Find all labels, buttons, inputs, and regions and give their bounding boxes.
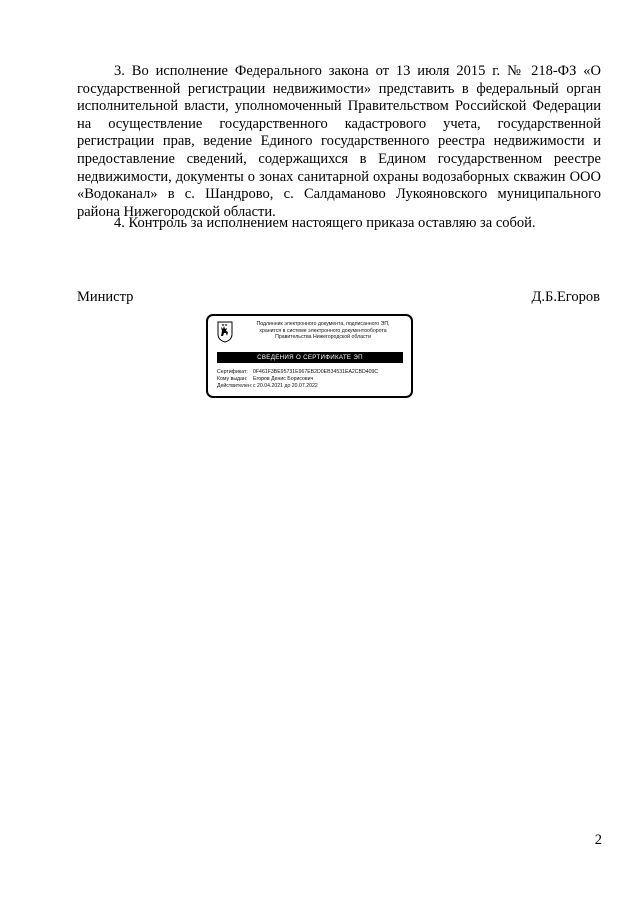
stamp-header <box>236 321 410 341</box>
stamp-header-line-1: Подлинник электронного документа, подписанного ЭП, <box>256 321 390 327</box>
electronic-signature-stamp <box>206 314 413 398</box>
stamp-header-line-3: Правительства Нижегородской области <box>275 334 371 341</box>
paragraph-3: 3. Во исполнение Федерального закона от 13 июля 2015 г. № 218-ФЗ «О государственной регистрации недвижимости» представить в федеральный орган исполнительной власти, уполномоченный Правительством Российской Федерации на осуществление государственного кадастрового учета, государственной регистрации прав, ведение Единого государственного реестра недвижимости и предоставление сведений, содержащихся в Едином государственном реестре недвижимости, документы о зонах санитарной охраны водозаборных скважин ООО «Водоканал» в с. Шандрово, с. Салдаманово Лукояновского муниципального района Нижегородской области. <box>77 63 601 220</box>
stamp-header-line-2: хранится в системе электронного документооборота <box>259 327 387 334</box>
certificate-label: Сертификат: <box>217 369 248 375</box>
validity-label: Действителен: <box>217 383 253 389</box>
page-number: 2 <box>594 832 602 848</box>
signatory-name: Д.Б.Егоров <box>531 289 600 305</box>
certificate-info-bar: СВЕДЕНИЯ О СЕРТИФИКАТЕ ЭП <box>217 352 403 363</box>
deer-coat-of-arms-icon <box>217 321 233 343</box>
issued-to-row <box>217 376 313 383</box>
signatory-role: Министр <box>77 289 134 305</box>
validity-row <box>217 383 318 390</box>
paragraph-4: 4. Контроль за исполнением настоящего приказа оставляю за собой. <box>114 215 536 231</box>
validity-value: с 20.04.2021 до 20.07.2022 <box>253 383 318 389</box>
certificate-value: 0F461F3BE95731E967EB2D0EB34531EA2CBD409C <box>253 369 379 375</box>
issued-to-value: Егоров Денис Борисович <box>253 376 314 382</box>
certificate-row <box>217 369 378 376</box>
issued-to-label: Кому выдан: <box>217 376 248 382</box>
